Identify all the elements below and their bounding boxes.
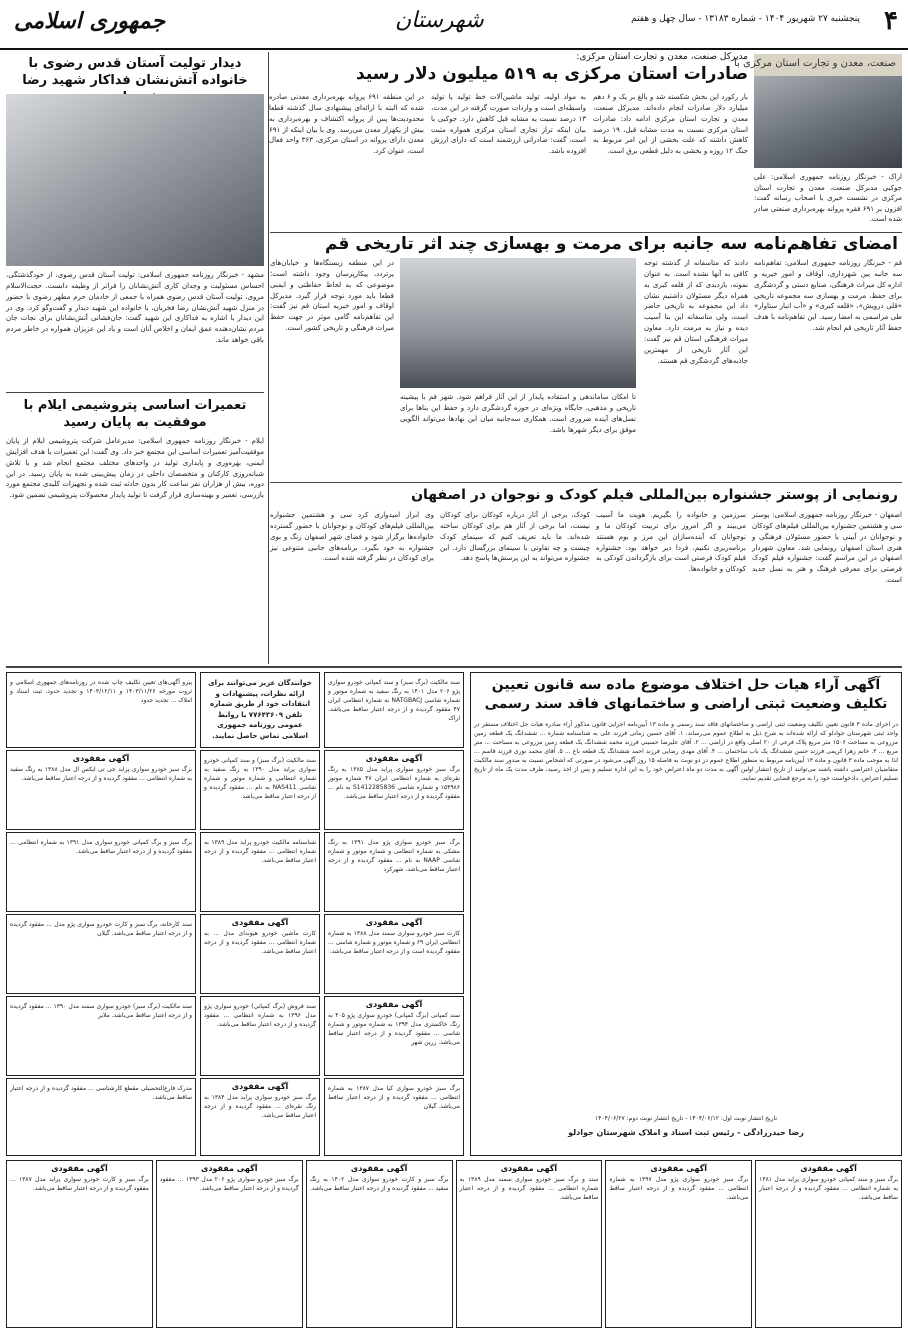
ad-box: آگهی مفقودی برگ سبز و کارت خودرو سواری پراید مدل ۱۳۸۷ ... مفقود گردیده و از درجه اعتبار ساقط می‌باشد. <box>6 1160 153 1328</box>
legal-notice-title: آگهی آراء هیات حل اختلاف موضوع ماده سه قانون تعیین تکلیف وضعیت ثبتی اراضی و ساختمانهای فاقد سند رسمی <box>484 677 888 712</box>
ads-column-c <box>6 672 196 1156</box>
ad-box: آگهی مفقودی کارت سبز خودرو سواری سمند مدل ۱۳۸۸ به شماره انتظامی ایران ۶۹ و شماره موتور و شماره شاسی ... مفقود گردیده است و از درجه اعتبار ساقط می‌باشد. <box>324 914 464 994</box>
ad-box: سند کارخانه، برگ سبز و کارت خودرو سواری پژو مدل ... مفقود گردیده و از درجه اعتبار ساقط می‌باشد. گیلان <box>6 914 196 994</box>
ad-box: خوانندگان عزیز می‌توانند برای ارائه نظرات، پیشنهادات و انتقادات خود از طریق شماره تلفن ۷۷۶۴۳۶۰۹ با روابط عمومی روزنامه جمهوری اسلامی تماس حاصل نمایند. <box>200 672 320 748</box>
article2-col3: در این منطقه زیستگاه‌ها و خیابان‌های پرتردد، پیکارپرسان وجود داشته است؛ موضوعی که به لحاظ حفاظتی و ایمنی قطعا باید مورد توجه قرار گیرد. مدیرکل اوقاف و امور خیریه استان قم نیز گفت: این تفاهم‌نامه گامی موثر در جهت حفظ میراث فرهنگی و تاریخی کشور است. <box>270 259 394 333</box>
article4-photo <box>6 94 264 266</box>
article3-col1: اصفهان - خبرنگار روزنامه جمهوری اسلامی: پوستر سی و هشتمین جشنواره بین‌المللی فیلم‌های کودکان و نوجوانان در آیینی با حضور مسئولان فرهنگی و هنری استان اصفهان رونمایی شد. معاون شهردار اصفهان در این مراسم گفت: جشنواره فیلم کودک فرصتی برای معرفی فرهنگ و هنر به نسل جدید است. <box>752 511 902 585</box>
ad-box: برگ سبز و برگ کمپانی خودرو سواری مدل ۱۳۹۱ به شماره انتظامی ... مفقود گردیده و از درجه اعتبار ساقط می‌باشد. <box>6 832 196 912</box>
page-number: ۴ <box>884 6 898 36</box>
article2-col4: تا امکان ساماندهی و استفاده پایدار از این آثار فراهم شود. شهر قم با پیشینه تاریخی و مذهبی، جایگاه ویژه‌ای در حوزه گردشگری دارد و حفظ این بناها برای نسل‌های آینده ضروری است. همکاری سه‌جانبه میان این نهادها می‌تواند الگویی موفق برای دیگر شهرها باشد. <box>400 393 636 434</box>
section-divider <box>270 482 902 483</box>
ad-box: آگهی مفقودی برگ سبز خودرو سواری پراید مدل ۱۳۸۵ به رنگ نقره‌ای به شماره انتظامی ایران ۴۷ شماره موتور ۱۵۴۹۸۶ و شماره شاسی S1412285836 به نام ... مفقود گردیده و از درجه اعتبار ساقط می‌باشد. <box>324 750 464 830</box>
article3-col4: وی ابراز امیدواری کرد سی و هشتمین جشنواره بین‌المللی فیلم‌های کودکان و نوجوانان با حضور گسترده خانواده‌ها برگزار شود و فضای شهر اصفهان رنگ و بوی جشنواره به خود بگیرد. برنامه‌های جانبی متنوعی نیز برای کودکان در نظر گرفته شده است. <box>270 511 434 563</box>
ad-box: آگهی مفقودی برگ سبز خودرو سواری پژو ۲۰۶ مدل ۱۳۹۳ ... مفقود گردیده و از درجه اعتبار ساقط می‌باشد. <box>156 1160 303 1328</box>
legal-notice-body: در اجرای ماده ۳ قانون تعیین تکلیف وضعیت ثبتی اراضی و ساختمانهای فاقد سند رسمی و ماده ۱۳ آیین‌نامه اجرایی قانون مذکور آراء صادره هیات حل اختلاف مستقر در واحد ثبتی شهرستان جوادلو که ارائه شده‌اند به شرح ذیل به اطلاع عموم می‌رساند. ۱. آقای حسین زمانی فرزند علی به شناسنامه شماره ... ششدانگ یک قطعه زمین مزروعی به مساحت ۱۵۰۶ متر مربع پلاک فرعی از ۲۰ اصلی واقع در اراضی ... ۲. آقای علیرضا حسینی فرزند محمد ششدانگ یک قطعه زمین مزروعی به مساحت ... متر مربع ... ۳. خانم زهرا کریمی فرزند حسن ششدانگ یک باب ساختمان ... ۴. آقای مهدی رضایی فرزند احمد ششدانگ یک قطعه باغ ... ۵. آقای محمد نوری فرزند قاسم ... لذا به موجب ماده ۳ قانون و ماده ۱۳ آیین‌نامه مربوط به منظور اطلاع عموم در دو نوبت به فاصله ۱۵ روز آگهی می‌شود در صورتی که اشخاص نسبت به صدور سند مالکیت متقاضیان اعتراضی داشته باشند می‌توانند از تاریخ انتشار اولین آگهی به مدت دو ماه اعتراض خود را به این اداره تسلیم و پس از اخذ رسید، ظرف مدت یک ماه از تاریخ تسلیم اعتراض، دادخواست خود را به مرجع قضایی تقدیم نمایند. <box>474 720 899 782</box>
ad-box: سند مالکیت (برگ سبز) خودرو سواری سمند مدل ۱۳۹۰ ... مفقود گردیده و از درجه اعتبار ساقط می‌باشد. ملایر <box>6 996 196 1076</box>
ad-box: آگهی مفقودی کارت ماشین خودرو هیوندای مدل ... به شماره انتظامی ... مفقود گردیده و از درجه اعتبار ساقط می‌باشد. <box>200 914 320 994</box>
article1-col3: در این منطقه ۶۹۱ پروانه بهره‌برداری معدنی صادره شده که البته با ارائه‌ای پیشنهادی سال گذشته قطعا محدودیت‌ها پس از پروانه اکتشاف و بهره‌برداری به بیش از یکهزار معدن می‌رسد. وی با بیان اینکه از ۶۹۱ معدن دارای پروانه در استان مرکزی، ۳۶۳ واحد فعال است، عنوان کرد. <box>269 93 425 156</box>
ad-box: آگهی مفقودی برگ سبز و کارت خودرو سواری مدل ۱۴۰۲ به رنگ سفید ... مفقود گردیده و از درجه اعتبار ساقط می‌باشد. <box>306 1160 453 1328</box>
newspaper-logo: جمهوری اسلامی <box>14 8 166 34</box>
section-title: شهرستان <box>395 8 484 33</box>
article5-body: ایلام - خبرنگار روزنامه جمهوری اسلامی: مدیرعامل شرکت پتروشیمی ایلام از پایان موفقیت‌آمیز تعمیرات اساسی این مجتمع خبر داد. وی گفت: این تعمیرات با هدف افزایش ایمنی، بهره‌وری و پایداری تولید در واحدهای مختلف مجتمع انجام شد و با تلاش شبانه‌روزی کارکنان و متخصصان داخلی در زمان پیش‌بینی شده به پایان رسید. در این دوره، بیش از هزاران نفر ساعت کار بدون حادثه ثبت شده و تجهیزات کلیدی مجتمع مورد بازرسی، تعمیر و بهینه‌سازی قرار گرفت تا تولید پایدار محصولات پتروشیمی تضمین شود. <box>6 437 264 500</box>
ads-bottom-row <box>6 1160 902 1328</box>
article3-col3: کودک، برخی از آثار درباره کودکان برای کودکان نیست، اما برخی از آثار هم برای کودکان ساخته شده‌اند. ما باید تعریف کنیم که سینمای کودک چیست و چه تفاوتی با سینمای بزرگسال دارد. این جشنواره می‌تواند به این پرسش‌ها پاسخ دهد. <box>440 511 590 563</box>
legal-notice-ad <box>470 672 902 1156</box>
article1-kicker: مدیرکل صنعت، معدن و تجارت استان مرکزی: <box>576 52 748 62</box>
article1-photo <box>734 54 902 168</box>
ads-column-b <box>200 672 320 1156</box>
ad-box: برگ سبز خودرو سواری پژو مدل ۱۳۹۱ به رنگ مشکی به شماره انتظامی و شماره موتور و شماره شاسی NAAP به نام ... مفقود گردیده و از درجه اعتبار ساقط می‌باشد. شهرکرد <box>324 832 464 912</box>
legal-notice-dates: تاریخ انتشار نوبت اول: ۱۴۰۴/۰۶/۱۲ - تاریخ انتشار نوبت دوم: ۱۴۰۴/۰۶/۲۷ <box>594 1114 778 1122</box>
ad-box: آگهی مفقودی برگ سبز خودرو سواری پراید مدل ۱۳۸۴ به رنگ نقره‌ای ... مفقود گردیده و از درجه اعتبار ساقط می‌باشد. <box>200 1078 320 1156</box>
ads-column-a <box>324 672 464 1156</box>
article1-col2: به مواد اولیه، تولید ماشین‌آلات خط تولید یا تولید واسطه‌ای است و واردات صورت گرفته در این مدت، ۱۳ درصد نسبت به مشابه قبل کاهش دارد. جوکبی با بیان اینکه تراز تجاری استان مرکزی همواره مثبت است، گفت: صادراتی ارزشمند است که دارای ارزش افزوده باشد. <box>431 93 586 156</box>
article3-headline: رونمایی از پوستر جشنواره بین‌المللی فیلم کودک و نوجوان در اصفهان <box>411 487 898 503</box>
photo-banner: صنعت، معدن و تجارت استان مرکزی با <box>754 54 902 76</box>
article4-headline: دیدار تولیت آستان قدس رضوی با خانواده آتش‌نشان فداکار شهید رضا <box>22 56 248 88</box>
ads-divider <box>6 666 902 668</box>
ad-box: شناسنامه مالکیت خودرو پراید مدل ۱۳۸۹ به شماره انتظامی ... مفقود گردیده و از درجه اعتبار ساقط می‌باشد. <box>200 832 320 912</box>
ad-box: سند مالکیت (برگ سبز) و سند کمپانی خودرو سواری پراید مدل ۱۳۹۰ به رنگ سفید به شماره انتظامی و شماره موتور و شماره شاسی NAS411 به نام ... مفقود گردیده و از درجه اعتبار ساقط می‌باشد. <box>200 750 320 830</box>
ad-box: سند مالکیت (برگ سبز) و سند کمپانی خودرو سواری پژو ۲۰۶ مدل ۱۴۰۱ به رنگ سفید به شماره موتور و شماره شاسی NATGBACJ به شماره انتظامی ایران ۴۷ مفقود گردیده و از درجه اعتبار ساقط می‌باشد. اراک <box>324 672 464 748</box>
article1-caption: اراک - خبرنگار روزنامه جمهوری اسلامی: علی جوکبی مدیرکل صنعت، معدن و تجارت استان مرکزی در نشست خبری با اصحاب رسانه گفت: افزون بر ۶۹۱ فقره پروانه بهره‌برداری صنعتی صادر شده است. <box>754 173 902 223</box>
ad-box: آگهی مفقودی برگ سبز خودرو سواری پراید جی تی ایکس ال مدل ۱۳۸۸ به رنگ سفید به شماره انتظامی ... مفقود گردیده و از درجه اعتبار ساقط می‌باشد. <box>6 750 196 830</box>
article2-headline: امضای تفاهم‌نامه سه جانبه برای مرمت و بهسازی چند اثر تاریخی قم <box>324 234 898 254</box>
article2-photo <box>400 258 636 388</box>
ad-box: برگ سبز خودرو سواری کیا مدل ۱۳۸۷ به شماره انتظامی ... مفقود گردیده و از درجه اعتبار ساقط می‌باشد. گیلان <box>324 1078 464 1156</box>
date-line: پنجشنبه ۲۷ شهریور ۱۴۰۴ - شماره ۱۳۱۸۳ - سال چهل و هفتم <box>631 14 860 24</box>
ad-box: سند فروش (برگ کمپانی) خودرو سواری پژو مدل ۱۳۹۶ به شماره انتظامی ... مفقود گردیده و از درجه اعتبار ساقط می‌باشد. <box>200 996 320 1076</box>
article1-col1: بار رکورد این بخش شکسته شد و بالغ بر یک و ۶ دهم میلیارد دلار صادرات انجام داده‌اند. مدیرکل صنعت، معدن و تجارت استان مرکزی ادامه داد: صادرات استان مرکزی نسبت به مدت مشابه قبل، ۱۹ درصد کاهش داشته که علت بخشی از این امر مربوط به جنگ ۱۲ روزه و بخشی به دلیل قطعی برق است. <box>593 93 748 156</box>
section-divider <box>270 232 902 233</box>
article2-col1: قم - خبرنگار روزنامه جمهوری اسلامی: تفاهم‌نامه سه جانبه بین شهرداری، اوقاف و امور خیریه و اداره کل میراث فرهنگی، صنایع دستی و گردشگری برای حفظ، مرمت و بهسازی سه مجموعه تاریخی «قلی درویش»، «قلعه کبری» و «آب انبار ستاوار» طی مراسمی به امضا رسید. این تفاهم‌نامه با هدف حفظ آثار تاریخی قم انجام شد. <box>754 259 902 333</box>
legal-notice-signature: رضا حیدرزادگی - رئیس ثبت اسناد و املاک شهرستان جوادلو <box>568 1127 804 1137</box>
ad-box: آگهی مفقودی برگ سبز و سند کمپانی خودرو سواری پراید مدل ۱۳۸۱ به شماره انتظامی ... مفقود گردیده و از درجه اعتبار ساقط می‌باشد. <box>755 1160 902 1328</box>
article1-headline: صادرات استان مرکزی به ۵۱۹ میلیون دلار رسید <box>356 64 748 84</box>
ad-box: آگهی مفقودی سند و برگ سبز خودرو سواری سمند مدل ۱۳۸۹ به شماره انتظامی ... مفقود گردیده و از درجه اعتبار ساقط می‌باشد. <box>456 1160 603 1328</box>
ad-box: آگهی مفقودی برگ سبز خودرو سواری پژو مدل ۱۳۹۷ به شماره انتظامی ... مفقود گردیده و از درجه اعتبار ساقط می‌باشد. <box>605 1160 752 1328</box>
article3-col2: سرزمین و خانواده را بگیریم. هویت ما آسیب می‌بیند و اگر امروز برای تربیت کودکان ما و نوجوانان که آینده‌سازان این مرز و بوم هستند برنامه‌ریزی نکنیم، فردا دیر خواهد بود. جشنواره فیلم کودک فرصتی است برای بازگرداندن کودکی به کودکان و خانواده‌ها. <box>596 511 746 574</box>
ad-box: آگهی مفقودی سند کمپانی (برگ کمپانی) خودرو سواری پژو ۴۰۵ به رنگ خاکستری مدل ۱۳۹۴ به شماره موتور و شماره شاسی ... مفقود گردیده و از درجه اعتبار ساقط می‌باشد. زرین شهر <box>324 996 464 1076</box>
article5-headline: تعمیرات اساسی پتروشیمی ایلام با موفقیت به پایان رسید <box>23 398 247 430</box>
article4-body: مشهد - خبرنگار روزنامه جمهوری اسلامی: تولیت آستان قدس رضوی، از خودگذشتگی، احساس مسئولیت و وجدان کاری آتش‌نشانان را فراتر از وظیفه دانست. حجت‌الاسلام مروی، تولیت آستان قدس رضوی همراه با جمعی از خادمان حرم مطهر رضوی با حضور در منزل شهید آتش‌نشان رضا فخریان، با خانواده این شهید دیدار و گفت‌وگو کرد. وی در این دیدار با اشاره به فداکاری این شهید گفت: جان‌فشانی آتش‌نشانان برای نجات جان مردم نشان‌دهنده عمق ایمان و اخلاص آنان است و یاد این عزیزان همواره در خاطر مردم باقی خواهد ماند. <box>6 271 264 345</box>
article2-col2: دادند که متاسفانه از گذشته توجه کافی به آنها نشده است. به عنوان نمونه، بازدیدی که از قلعه کبری به همراه دیگر مسئولان داشتیم نشان داد این مجموعه به تاریخی حاضر است، ولی متاسفانه این بنا آسیب دیده و نیاز به مرمت دارد. معاون میراث فرهنگی استان قم نیز گفت: این آثار تاریخی از مهمترین جاذبه‌های گردشگری قم هستند. <box>644 259 748 365</box>
ad-box: پیرو آگهی‌های تعیین تکلیف چاپ شده در روزنامه‌های جمهوری اسلامی و ثروت مورخه ۱۴۰۳/۱۱/۲۶ و ۱۴۰۳/۱۲/۱۱ و تجدید حدود. ثبت اسناد و املاک ... تجدید حدود <box>6 672 196 748</box>
section-divider <box>6 392 264 393</box>
column-divider <box>268 52 269 664</box>
ad-box: مدرک فارغ‌التحصیلی مقطع کارشناسی ... مفقود گردیده و از درجه اعتبار ساقط می‌باشد. <box>6 1078 196 1156</box>
